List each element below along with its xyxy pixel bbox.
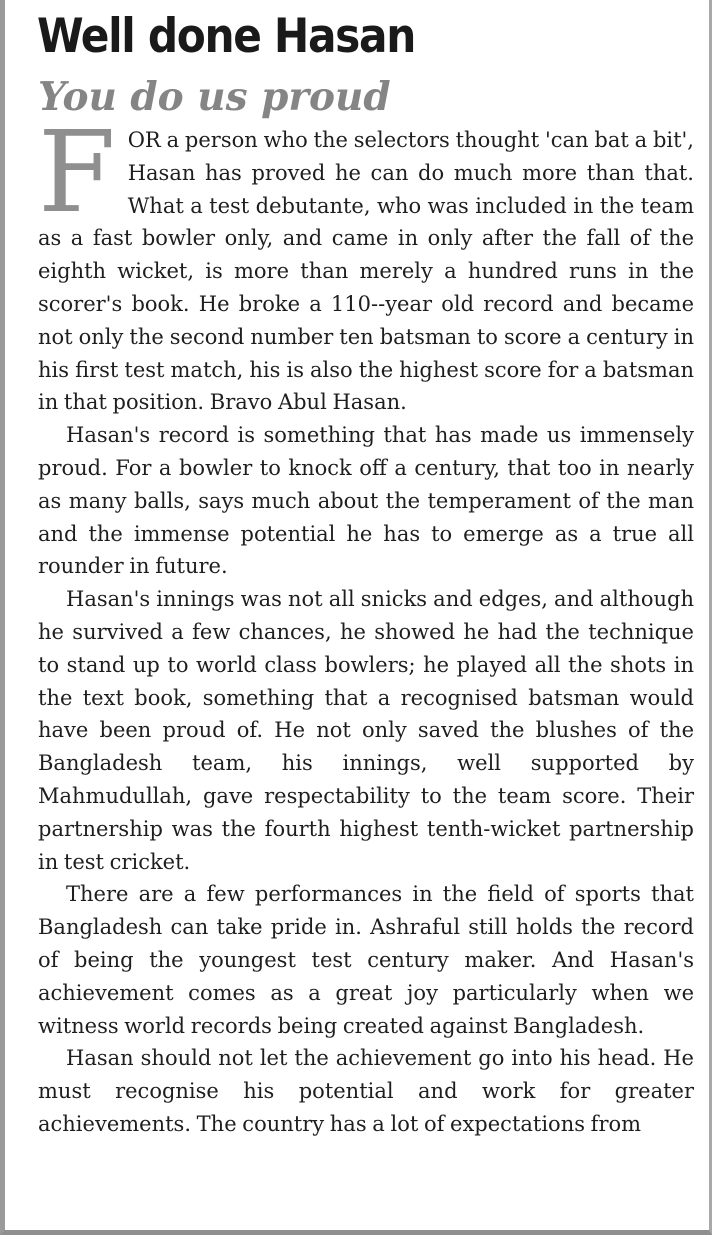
- subheadline: You do us proud: [38, 74, 391, 120]
- article-paragraph-4: There are a few performances in the field of sports that Bangladesh can take pride in. Ashraful still holds the record of being the youngest test century maker. And Hasan's achievement comes as a great joy particularly when we witness world records being created against Bangladesh.: [38, 882, 694, 1038]
- article-paragraph-5: Hasan should not let the achievement go into his head. He must recognise his potential and work for greater achievements. The country has a lot of expectations from: [38, 1046, 694, 1136]
- drop-cap: F: [38, 108, 116, 238]
- article-paragraph-2: Hasan's record is something that has made us immensely proud. For a bowler to knock off a century, that too in nearly as many balls, says much about the temperament of the man and the immense potential he has to emerge as a true all rounder in future.: [38, 423, 694, 579]
- article-body: [38, 108, 694, 1141]
- article-paragraph-1: [38, 108, 694, 419]
- paragraph-text: OR a person who the selectors thought 'can bat a bit', Hasan has proved he can do much more than that. What a test debutante, who was included in the team as a fast bowler only, and came in only after the fall of the eighth wicket, is more than merely a hundred runs in the scorer's book. He broke a 110--year old record and became not only the second number ten batsman to score a century in his first test match, his is also the highest score for a batsman in that position. Bravo Abul Hasan.: [38, 128, 694, 415]
- article-paragraph-3: Hasan's innings was not all snicks and edges, and although he survived a few chances, he showed he had the technique to stand up to world class bowlers; he played all the shots in the text book, something that a recognised batsman would have been proud of. He not only saved the blushes of the Bangladesh team, his innings, well supported by Mahmudullah, gave respectability to the team score. Their partnership was the fourth highest tenth-wicket partnership in test cricket.: [38, 587, 694, 874]
- headline: Well done Hasan: [37, 9, 415, 64]
